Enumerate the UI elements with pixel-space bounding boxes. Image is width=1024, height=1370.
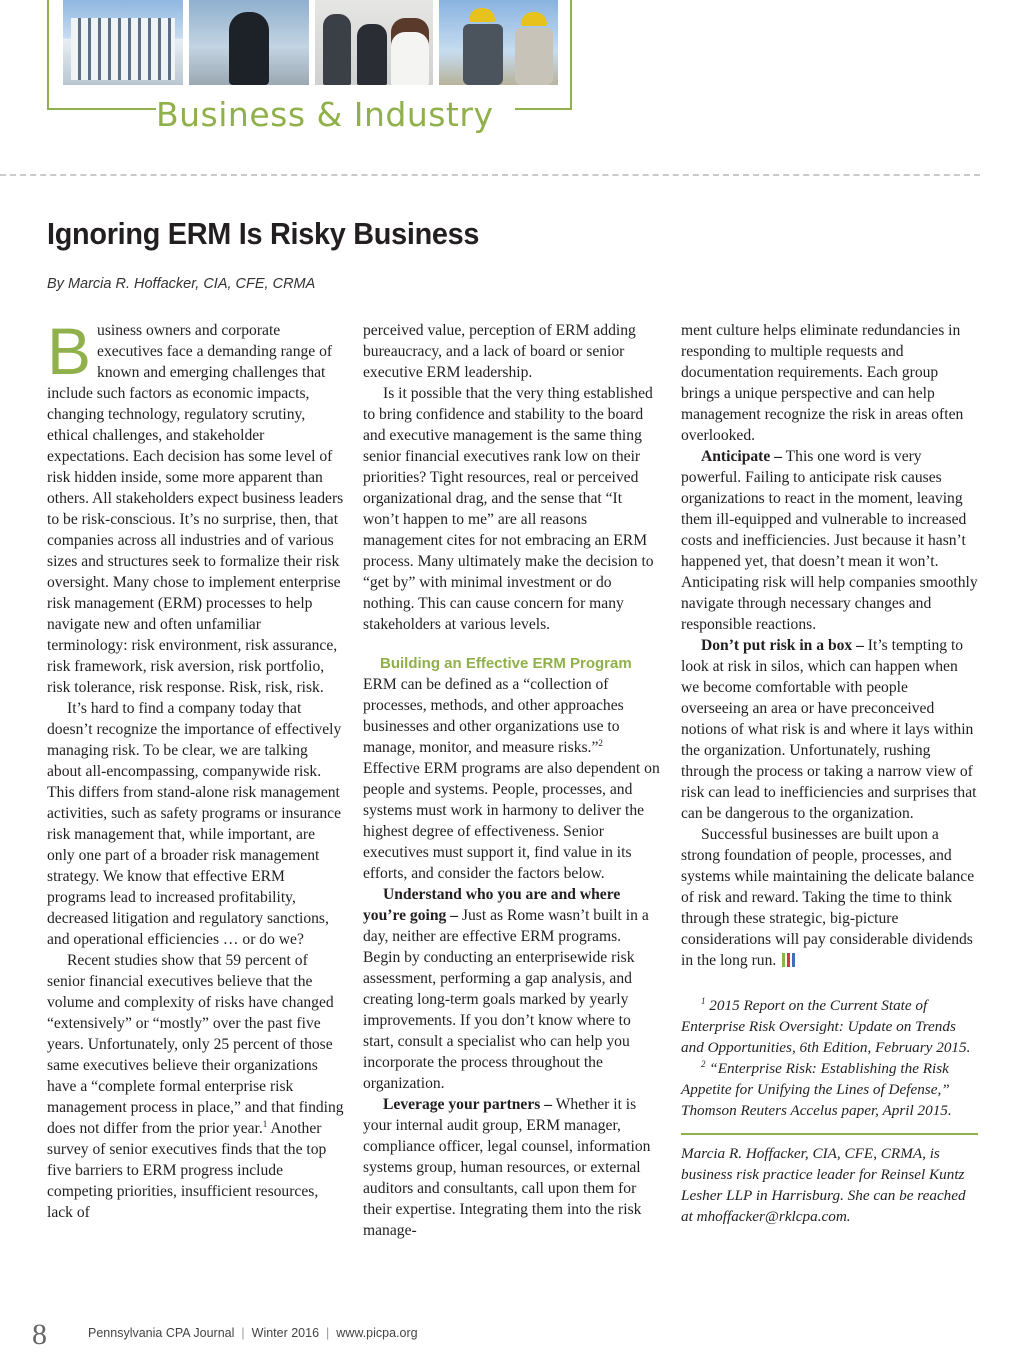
subheading: Building an Effective ERM Program xyxy=(380,655,632,672)
paragraph: Anticipate – This one word is very powerful. Failing to anticipate risk causes organizations to react in the moment, leaving them ill-equipped and vulnerable to increased costs and inefficiencies. Just because it hasn’t happened yet, that doesn’t mean it won’t. Anticipating risk will help companies smoothly navigate through necessary changes and responsible reactions. xyxy=(681,448,978,633)
footnote-ref: 2 xyxy=(598,737,603,748)
author-bio: Marcia R. Hoffacker, CIA, CFE, CRMA, is business risk practice leader for Reinsel Kuntz Lesher LLP in Harrisburg. She can be reached at mhoffacker@rklcpa.com. xyxy=(681,1145,966,1225)
paragraph: It’s hard to find a company today that doesn’t recognize the importance of effectively managing risk. To be clear, we are talking about all-encompassing, companywide risk. This differs from stand-alone risk management activities, such as safety programs or insurance risk management that, while important, are only one part of a broader risk management strategy. We know that effective ERM programs lead to increased profitability, decreased litigation and regulatory sanctions, and operational efficiencies … or do we? xyxy=(47,700,342,948)
paragraph: Understand who you are and where you’re going – Just as Rome wasn’t built in a day, neither are effective ERM programs. Begin by conducting an enterprisewide risk assessment, performing a gap analysis, and creating long-term goals marked by yearly improvements. If you don’t know where to start, consult a specialist who can help you incorporate the process throughout the organization. xyxy=(363,886,649,1092)
lead-in: Understand who you are and where you’re going – xyxy=(363,886,621,924)
paragraph: Don’t put risk in a box – It’s tempting to look at risk in silos, which can happen when we become comfortable with people overseeing an area or have preconceived notions of what risk is and where it lays within the organization. Unfortunately, rushing through the process or taking a narrow view of risk can lead to inefficiencies and surprises that can be dangerous to the organization. xyxy=(681,637,977,822)
section-title: Business & Industry xyxy=(156,92,515,138)
end-mark-icon xyxy=(782,953,798,967)
issue-date: Winter 2016 xyxy=(251,1326,320,1340)
businessman-photo xyxy=(189,0,309,85)
paragraph: ment culture helps eliminate redundancies in responding to multiple requests and documentation requirements. Each group brings a unique perspective and can help management recognize the risk in areas often overlooked. xyxy=(681,322,964,444)
footnote-2: $^2$ “Enterprise Risk: Establishing the Risk Appetite for Unifying the Lines of Defense,” Thomson Reuters Accelus paper, April 2015. xyxy=(681,1058,952,1119)
journal-name: Pennsylvania CPA Journal xyxy=(88,1326,235,1340)
footnote-ref: 1 xyxy=(262,1118,268,1129)
footer-text: Pennsylvania CPA Journal | Winter 2016 | www.picpa.org xyxy=(88,1326,418,1340)
paragraph: Is it possible that the very thing established to bring confidence and stability to the board and executive management is the same thing senior financial executives rank low on their priorities? Tight resources, real or perceived organizational drag, and the sense that “It won’t happen to me” are all reasons management cites for not embracing an ERM process. Many ultimately make the decision to “get by” with minimal investment or do nothing. This can cause concern for many stakeholders at various levels. xyxy=(363,385,654,633)
intro-paragraph: Business owners and corporate executives face a demanding range of known and emerging challenges that include such factors as economic impacts, changing technology, regulatory scrutiny, ethical challenges, and stakeholder expectations. Each decision has some level of risk hidden inside, some more apparent than others. All stakeholders expect business leaders to be risk-conscious. It’s no surprise, then, that companies across all industries and of various sizes and structures seek to formalize their risk oversight. Many chose to implement enterprise risk management (ERM) processes to help navigate new and often unfamiliar terminology: risk environment, risk assurance, risk framework, risk aversion, risk portfolio, risk tolerance, risk response. Risk, risk, risk. xyxy=(47,314,344,696)
footnotes xyxy=(681,995,978,1121)
paragraph: Successful businesses are built upon a strong foundation of people, processes, and systems while maintaining the delicate balance of risk and reward. Taking the time to think through these strategic, big-picture considerations will pay considerable dividends in the long run. xyxy=(681,826,975,969)
column-2 xyxy=(363,320,660,1241)
paragraph: perceived value, perception of ERM adding bureaucracy, and a lack of board or senior executive ERM leadership. xyxy=(363,322,636,381)
bio-divider xyxy=(681,1133,978,1135)
article-title: Ignoring ERM Is Risky Business xyxy=(47,216,480,251)
column-3 xyxy=(681,320,978,1227)
paragraph: Recent studies show that 59 percent of senior financial executives believe that the volume and complexity of risks have changed “extensively” or “mostly” over the past five years. Unfortunately, only 25 percent of those same executives believe their organizations have a “complete formal enterprise risk management process in place,” and that finding does not differ from the prior year.$^1$ Another survey of senior executives finds that the top five barriers to ERM progress include competing priorities, insufficient resources, lack of xyxy=(47,952,344,1221)
buildings-photo xyxy=(63,0,183,85)
lead-in: Anticipate – xyxy=(701,448,782,465)
paragraph: Leverage your partners – Whether it is your internal audit group, ERM manager, compliance officer, legal counsel, information systems group, human resources, or external auditors and consultants, call upon them for their expertise. Integrating them into the risk manage- xyxy=(363,1096,651,1239)
footnote-1: $^1$ 2015 Report on the Current State of Enterprise Risk Oversight: Update on Trends and Opportunities, 6th Edition, February 2015. xyxy=(681,995,971,1056)
page-number: 8 xyxy=(32,1318,47,1351)
lead-in: Leverage your partners – xyxy=(383,1096,553,1113)
drop-cap: B xyxy=(47,314,92,388)
paragraph: ERM can be defined as a “collection of processes, methods, and other approaches businesses and other organizations use to manage, monitor, and measure risks.”$^2$ Effective ERM programs are also dependent on people and systems. People, processes, and systems must work in harmony to deliver the highest degree of effectiveness. Senior executives must support it, find value in its efforts, and consider the factors below. xyxy=(363,676,660,882)
column-1 xyxy=(47,314,344,1223)
dashed-divider xyxy=(0,174,980,176)
engineers-hardhat-photo xyxy=(439,0,558,85)
lead-in: Don’t put risk in a box – xyxy=(701,637,864,654)
business-team-photo xyxy=(315,0,433,85)
byline: By Marcia R. Hoffacker, CIA, CFE, CRMA xyxy=(47,276,316,292)
website-link[interactable]: www.picpa.org xyxy=(336,1326,418,1340)
